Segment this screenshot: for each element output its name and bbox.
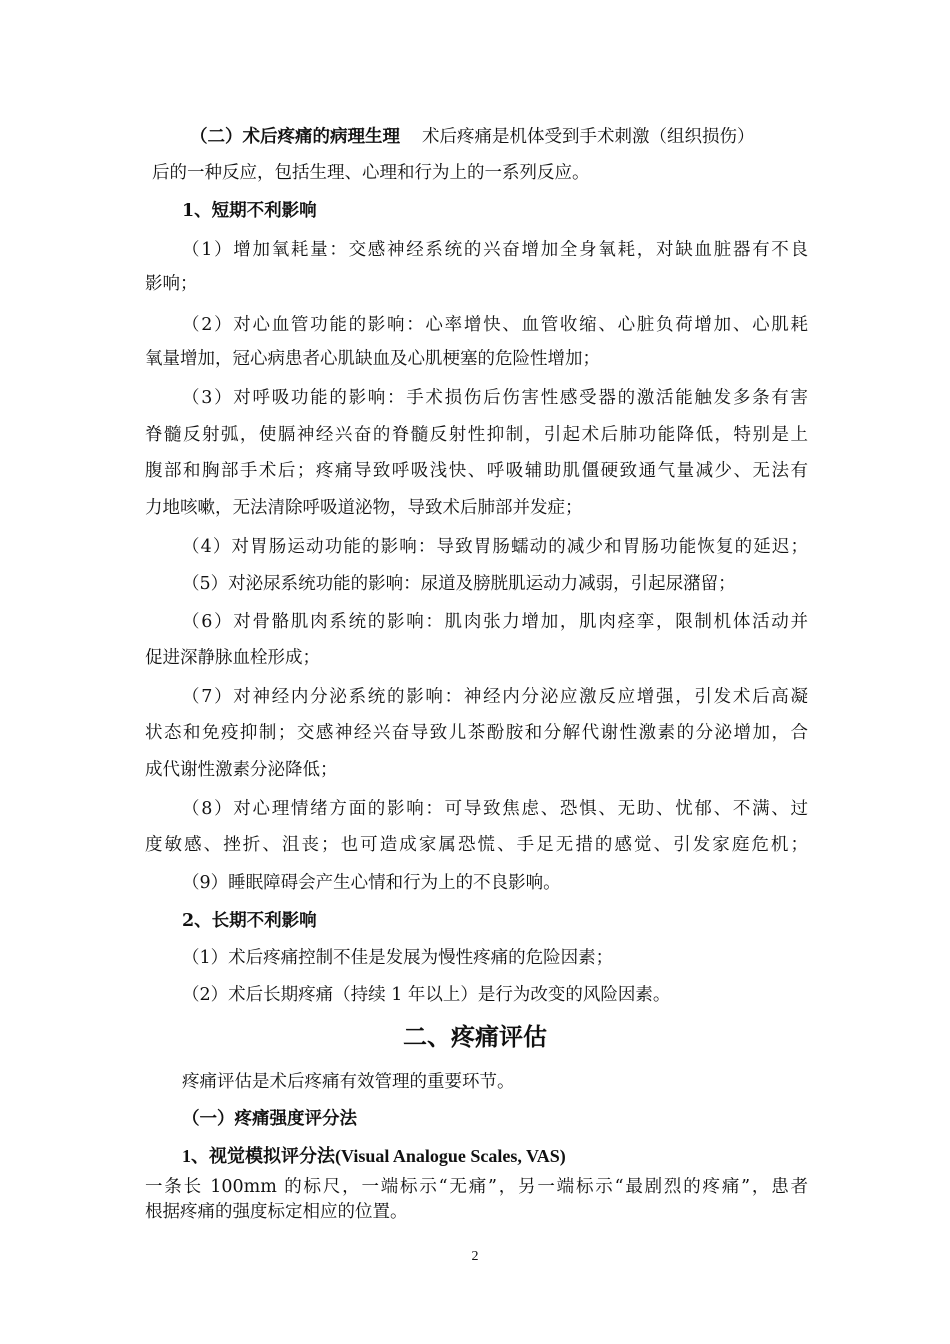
short-item-3-line-3: 腹部和胸部手术后；疼痛导致呼吸浅快、呼吸辅助肌僵硬致通气量减少、无法有 (145, 461, 808, 481)
chapter-title: 二、疼痛评估 (403, 1023, 547, 1051)
short-item-3-line-1: （3）对呼吸功能的影响：手术损伤后伤害性感受器的激活能触发多条有害 (182, 388, 808, 408)
short-item-8-line-1: （8）对心理情绪方面的影响：可导致焦虑、恐惧、无助、忧郁、不满、过 (182, 799, 808, 819)
long-item-2: （2）术后长期疼痛（持续 1 年以上）是行为改变的风险因素。 (182, 985, 671, 1005)
short-item-2-line-1: （2）对心血管功能的影响：心率增快、血管收缩、心脏负荷增加、心肌耗 (182, 315, 808, 335)
page-number: 2 (471, 1249, 479, 1264)
short-item-7-line-2: 状态和免疫抑制；交感神经兴奋导致儿茶酚胺和分解代谢性激素的分泌增加，合 (145, 723, 808, 743)
short-term-heading: 1、短期不利影响 (182, 201, 317, 221)
pathophysiology-heading: （二）术后疼痛的病理生理 (190, 127, 400, 147)
short-item-5-line-1: （5）对泌尿系统功能的影响：尿道及膀胱肌运动力减弱，引起尿潴留； (182, 574, 736, 594)
short-item-2-line-2: 氧量增加，冠心病患者心肌缺血及心肌梗塞的危险性增加； (145, 349, 600, 369)
pathophysiology-paragraph (190, 126, 755, 148)
short-item-3-line-4: 力地咳嗽，无法清除呼吸道泌物，导致术后肺部并发症； (145, 498, 583, 518)
intensity-scales-heading: （一）疼痛强度评分法 (182, 1109, 357, 1129)
short-item-6-line-2: 促进深静脉血栓形成； (145, 648, 320, 668)
pathophysiology-intro: 术后疼痛是机体受到手术刺激（组织损伤） (422, 127, 755, 147)
short-item-3-line-2: 脊髓反射弧，使膈神经兴奋的脊髓反射性抑制，引起术后肺功能降低，特别是上 (145, 425, 808, 445)
pathophysiology-intro-cont: 后的一种反应，包括生理、心理和行为上的一系列反应。 (152, 163, 590, 183)
short-item-6-line-1: （6）对骨骼肌肉系统的影响：肌肉张力增加，肌肉痉挛，限制机体活动并 (182, 612, 808, 632)
short-item-7-line-1: （7）对神经内分泌系统的影响：神经内分泌应激反应增强，引发术后高凝 (182, 687, 808, 707)
short-item-9-line-1: （9）睡眠障碍会产生心情和行为上的不良影响。 (182, 873, 561, 893)
short-item-1-line-2: 影响； (145, 274, 198, 294)
long-item-1: （1）术后疼痛控制不佳是发展为慢性疼痛的危险因素； (182, 948, 614, 968)
long-term-heading: 2、长期不利影响 (182, 911, 317, 931)
vas-heading: 1、视觉模拟评分法(Visual Analogue Scales, VAS) (182, 1146, 566, 1166)
short-item-7-line-3: 成代谢性激素分泌降低； (145, 760, 338, 780)
assessment-intro: 疼痛评估是术后疼痛有效管理的重要环节。 (182, 1072, 515, 1092)
vas-description-line-1: 一条长 100mm 的标尺，一端标示“无痛”，另一端标示“最剧烈的疼痛”，患者 (145, 1177, 809, 1197)
vas-description-line-2: 根据疼痛的强度标定相应的位置。 (145, 1202, 408, 1222)
short-item-8-line-2: 度敏感、挫折、沮丧；也可造成家属恐慌、手足无措的感觉、引发家庭危机； (145, 835, 808, 855)
short-item-4-line-1: （4）对胃肠运动功能的影响：导致胃肠蠕动的减少和胃肠功能恢复的延迟； (182, 537, 808, 557)
short-item-1-line-1: （1）增加氧耗量：交感神经系统的兴奋增加全身氧耗，对缺血脏器有不良 (182, 240, 808, 260)
